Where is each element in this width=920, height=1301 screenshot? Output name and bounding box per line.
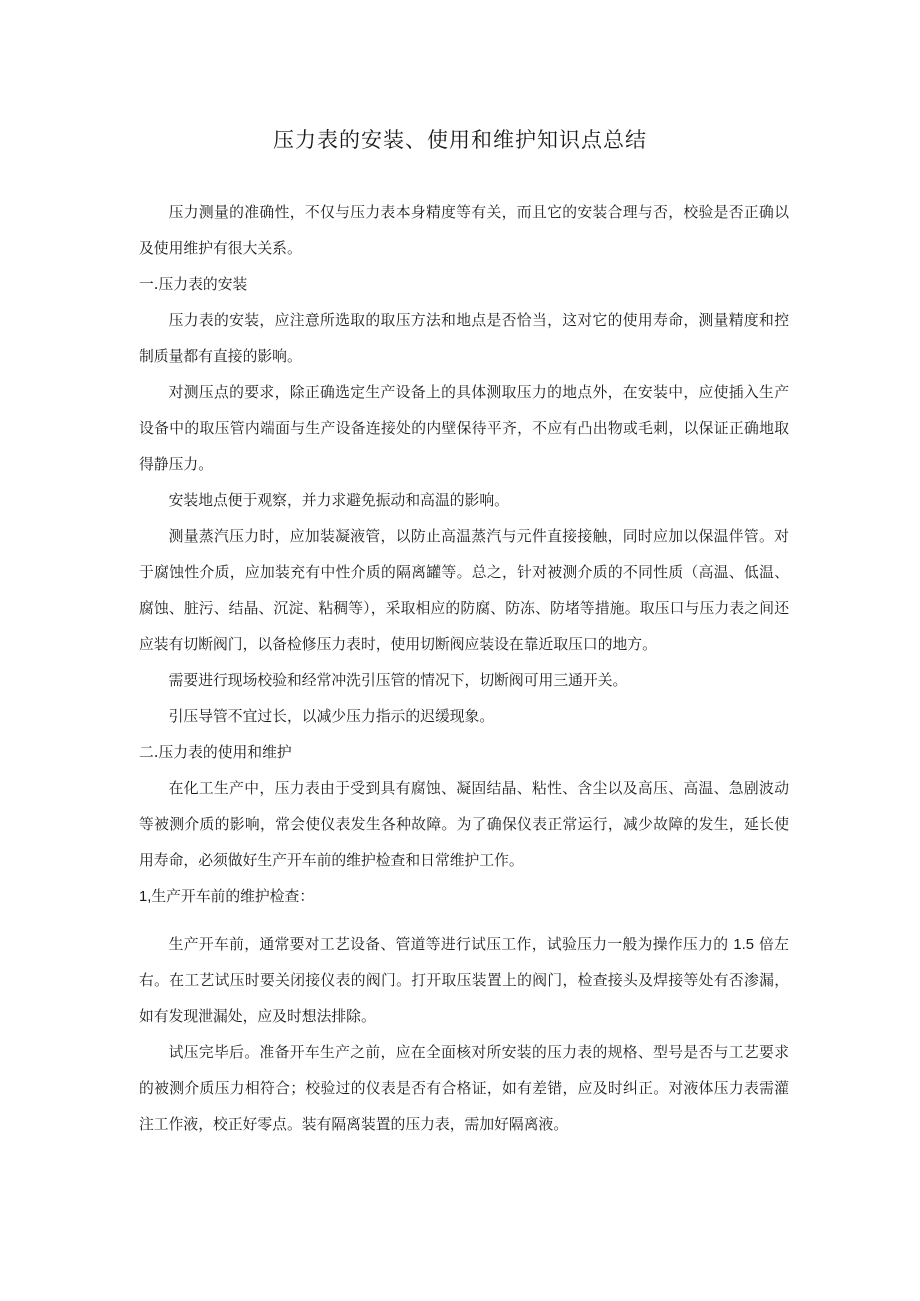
- paragraph: 安装地点便于观察，并力求避免振动和高温的影响。: [168, 492, 509, 509]
- paragraph: 对测压点的要求，除正确选定生产设备上的具体测取压力的地点外，在安装中，应使插入生产设备中的取压管内端面与生产设备连接处的内壁保待平齐，不应有凸出物或毛刺，以保证正确地取得静压力。: [139, 384, 789, 473]
- paragraph: 引压导管不宜过长，以减少压力指示的迟缓现象。: [168, 708, 495, 725]
- paragraph: 测量蒸汽压力时，应加装凝液管，以防止高温蒸汽与元件直接接触，同时应加以保温伴管。对于腐蚀性介质，应加装充有中性介质的隔离罐等。总之，针对被测介质的不同性质（高温、低温、腐蚀、脏污、结晶、沉淀、粘稠等），采取相应的防腐、防冻、防堵等措施。取压口与压力表之间还应装有切断阀门，以备检修压力表时，使用切断阀应装设在靠近取压口的地方。: [139, 528, 789, 653]
- paragraph: 在化工生产中，压力表由于受到具有腐蚀、凝固结晶、粘性、含尘以及高压、高温、急剧波动等被测介质的影响，常会使仪表发生各种故障。为了确保仪表正常运行，减少故障的发生，延长使用寿命，必须做好生产开车前的维护检查和日常维护工作。: [139, 780, 789, 869]
- subsection-number: 1,: [139, 889, 152, 905]
- page-title: 压力表的安装、使用和维护知识点总结: [273, 128, 647, 152]
- section-1-heading: 一.压力表的安装: [139, 276, 248, 293]
- paragraph-text-before: 生产开车前，通常要对工艺设备、管道等进行试压工作，试验压力一般为操作压力的: [168, 936, 729, 953]
- subsection-heading: [139, 879, 789, 915]
- subsection-title: 生产开车前的维护检查：: [151, 888, 315, 905]
- paragraph: [139, 927, 789, 1035]
- paragraph: 试压完毕后。准备开车生产之前，应在全面核对所安装的压力表的规格、型号是否与工艺要求的被测介质压力相符合；校验过的仪表是否有合格证，如有差错，应及时纠正。对液体压力表需灌注工作液，校正好零点。装有隔离装置的压力表，需加好隔离液。: [139, 1044, 789, 1133]
- intro-paragraph: 压力测量的准确性，不仅与压力表本身精度等有关，而且它的安装合理与否，校验是否正确以及使用维护有很大关系。: [139, 204, 789, 257]
- paragraph: 需要进行现场校验和经常冲洗引压管的情况下，切断阀可用三通开关。: [168, 672, 628, 689]
- paragraph-text-after: 倍左右。在工艺试压时要关闭接仪表的阀门。打开取压装置上的阀门，检查接头及焊接等处有否渗漏，如有发现泄漏处，应及时想法排除。: [139, 936, 789, 1025]
- section-2-heading: 二.压力表的使用和维护: [139, 744, 292, 761]
- document-body: [139, 195, 789, 1143]
- paragraph: 压力表的安装，应注意所选取的取压方法和地点是否恰当，这对它的使用寿命，测量精度和控制质量都有直接的影响。: [139, 312, 789, 365]
- pressure-ratio: 1.5: [733, 937, 754, 953]
